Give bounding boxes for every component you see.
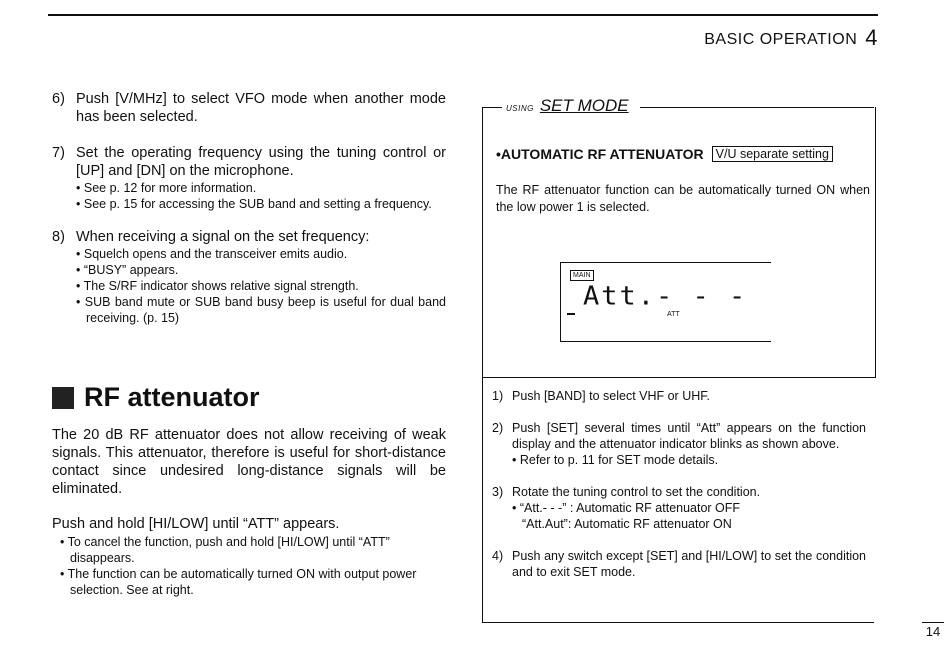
bullet: • See p. 12 for more information. (76, 181, 257, 195)
step-number: 7) (52, 145, 65, 161)
bullet: • The function can be automatically turned ON with output power selection. See at right. (60, 567, 417, 597)
lcd-dash-icon (567, 313, 575, 315)
left-steps (52, 90, 446, 326)
lcd-att-indicator: ATT (667, 311, 680, 318)
feature-tag: V/U separate setting (712, 146, 833, 162)
right-bottom-rule (482, 622, 874, 623)
right-step-1: 1) Push [BAND] to select VHF or UHF. (492, 389, 710, 403)
step-7 (52, 144, 446, 212)
step-text: Push [V/MHz] to select VFO mode when another mode has been selected. (76, 91, 446, 125)
bullet: • The S/RF indicator shows relative signal strength. (76, 279, 359, 293)
feature-title: AUTOMATIC RF ATTENUATOR (500, 146, 704, 162)
box-label-using: USING (506, 104, 534, 113)
square-bullet-icon (52, 387, 74, 409)
step-text: Set the operating frequency using the tuning control or [UP] and [DN] on the microphone. (76, 145, 446, 179)
right-step-3: 3) Rotate the tuning control to set the condition. • “Att.- - -” : Automatic RF attenuator OFF “Att.Aut”: Automatic RF attenuator ON (492, 484, 866, 532)
lcd-segment-text: Att.- - - (583, 281, 748, 312)
section-title: RF attenuator (84, 382, 260, 412)
push-instruction: Push and hold [HI/LOW] until “ATT” appears. (52, 516, 340, 532)
feature-heading: • AUTOMATIC RF ATTENUATOR V/U separate setting (496, 146, 833, 162)
right-step-4: 4) Push any switch except [SET] and [HI/LOW] to set the condition and to exit SET mode. (492, 549, 866, 579)
bullet: • See p. 15 for accessing the SUB band and setting a frequency. (76, 197, 432, 211)
chapter-header (704, 24, 878, 50)
lcd-main-label: MAIN (570, 270, 594, 281)
bullet: • To cancel the function, push and hold [HI/LOW] until “ATT” disappears. (60, 535, 390, 565)
step-number: 6) (52, 91, 65, 107)
bullet-continuation: “Att.Aut”: Automatic RF attenuator ON (522, 517, 732, 531)
top-rule (48, 14, 878, 16)
step-text: When receiving a signal on the set frequency: (76, 229, 370, 245)
bullet: • “Att.- - -” : Automatic RF attenuator OFF (512, 501, 741, 515)
step-8 (52, 228, 446, 326)
section-body: The 20 dB RF attenuator does not allow receiving of weak signals. This attenuator, therefore is useful for short-distance contact since undesired long-distance signals will be eliminated. (52, 427, 446, 497)
section-heading (52, 382, 260, 413)
step-6 (52, 90, 446, 126)
bullet: • Squelch opens and the transceiver emits audio. (76, 247, 348, 261)
bullet: • Refer to p. 11 for SET mode details. (512, 453, 719, 467)
step-number: 8) (52, 229, 65, 245)
right-steps (492, 388, 866, 580)
chapter-title: BASIC OPERATION (704, 31, 858, 48)
push-bullets (60, 534, 446, 598)
page-number: 14 (922, 622, 944, 639)
box-label (506, 96, 629, 116)
right-step-2: 2) Push [SET] several times until “Att” appears on the function display and the attenuator indicator blinks as shown above. • Refer to p. 11 for SET mode details. (492, 421, 866, 467)
bullet: • SUB band mute or SUB band busy beep is useful for dual band receiving. (p. 15) (76, 295, 446, 325)
box-label-mode: SET MODE (539, 96, 629, 115)
bullet: • “BUSY” appears. (76, 263, 179, 277)
lcd-display (560, 262, 771, 342)
feature-description: The RF attenuator function can be automatically turned ON when the low power 1 is selected. (496, 183, 870, 214)
right-column-line (482, 377, 483, 623)
chapter-number: 4 (865, 25, 878, 50)
